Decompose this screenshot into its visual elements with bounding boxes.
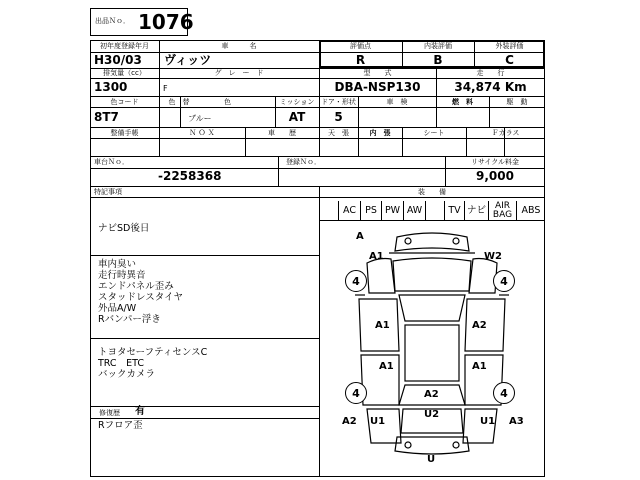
car-name-header: 車 名 <box>221 42 257 50</box>
car-damage-diagram <box>319 221 545 477</box>
note-line: スタッドレスタイヤ <box>98 292 184 303</box>
equipment-airbag: AIR BAG <box>489 201 517 220</box>
equipment-blank-lead <box>319 201 339 220</box>
displacement-value: 1300 <box>94 80 128 94</box>
interior-value: B <box>433 53 443 67</box>
note-line: 走行時異音 <box>98 270 146 281</box>
damage-rear-left-outer: A2 <box>342 416 357 427</box>
damage-front-left: A1 <box>369 251 384 262</box>
chassis-header: 車台Ｎｏ． <box>94 158 129 166</box>
damage-rear-bottom: U <box>427 454 436 465</box>
model-value: DBA-NSP130 <box>334 80 421 94</box>
model-header: 型 式 <box>363 69 392 77</box>
glass-header: Ｆガラス <box>491 129 520 137</box>
notes-header: 特記事項 <box>94 188 122 196</box>
damage-rear-center-lower: U2 <box>424 409 440 420</box>
color-code-header: 色コード <box>110 98 139 106</box>
recycle-value: 9,000 <box>476 169 514 183</box>
equipment-ac: AC <box>339 201 361 220</box>
transmission-value: AT <box>288 110 306 124</box>
tire-front-left: 4 <box>345 270 367 292</box>
note-navi-sd: ナビSD後日 <box>98 223 150 234</box>
repair-history-value: 有 <box>135 406 145 417</box>
doors-value: 5 <box>334 110 343 124</box>
damage-left-front-door: A1 <box>375 320 390 331</box>
upholstery-header: 内 張 <box>369 129 391 137</box>
interior-header: 内装評価 <box>424 42 452 50</box>
equipment-abs: ABS <box>521 205 541 216</box>
damage-rear-center-upper: A2 <box>424 389 439 400</box>
equipment-blank <box>426 201 445 220</box>
color-value: ブルー <box>188 114 212 123</box>
damage-front: A <box>356 231 364 242</box>
score-value: R <box>355 53 366 67</box>
inspection-header: 車 検 <box>386 98 408 106</box>
mileage-header: 走 行 <box>476 69 505 77</box>
note-line: Rバンパー浮き <box>98 314 161 325</box>
seat-header: シート <box>423 129 445 137</box>
damage-left-rear-door: A1 <box>379 361 394 372</box>
repair-history-label: 修復歴 <box>99 409 120 417</box>
reg-date-header: 初年度登録年月 <box>100 42 149 50</box>
damage-rear-left-inner: U1 <box>370 416 386 427</box>
fuel-header: 燃 料 <box>452 98 473 106</box>
note-line: 車内臭い <box>98 259 137 270</box>
note-line: TRC ETC <box>98 358 144 369</box>
score-header: 評価点 <box>350 42 371 50</box>
tire-front-right: 4 <box>493 270 515 292</box>
exterior-header: 外装評価 <box>495 42 524 50</box>
recycle-header: リサイクル料金 <box>470 158 520 166</box>
lot-number-value: 1076 <box>138 10 194 34</box>
note-line: 外品A/W <box>98 303 137 314</box>
displacement-header: 排気量（cc） <box>103 69 146 77</box>
equipment-pw: PW <box>382 201 404 220</box>
color-change-header: 色 替 <box>168 98 190 106</box>
equipment-tv: TV <box>445 201 465 220</box>
equipment-header: 装 備 <box>418 188 446 196</box>
repair-detail: Rフロア歪 <box>98 420 143 431</box>
roof-header: 天 張 <box>328 129 349 137</box>
grade-header: グ レ ー ド <box>214 69 264 77</box>
transmission-header: ミッション <box>279 98 315 106</box>
registration-header: 登録Ｎｏ． <box>286 158 321 166</box>
damage-front-right: W2 <box>484 251 502 262</box>
damage-right-front-door: A2 <box>472 320 487 331</box>
history-header: 車 歴 <box>268 129 296 137</box>
note-line: エンドパネル歪み <box>98 281 174 292</box>
color-header: 色 <box>224 98 231 106</box>
equipment-navi: ナビ <box>465 201 489 220</box>
drive-header: 駆 動 <box>506 98 528 106</box>
mileage-value: 34,874 Km <box>454 80 527 94</box>
equipment-ps: PS <box>361 201 382 220</box>
equipment-aw: AW <box>404 201 426 220</box>
color-code-value: 8T7 <box>94 110 119 124</box>
exterior-value: C <box>505 53 514 67</box>
nox-header: Ｎ Ｏ Ｘ <box>189 129 215 137</box>
damage-rear-right-outer: A3 <box>509 416 524 427</box>
lot-number-label: 出品Ｎｏ． <box>95 17 130 25</box>
doors-header: ドア・形状 <box>321 98 356 106</box>
tire-rear-right: 4 <box>493 382 515 404</box>
note-line: トヨタセーフティセンスC <box>98 347 208 358</box>
damage-rear-right-inner: U1 <box>480 416 496 427</box>
car-name-value: ヴィッツ <box>164 53 212 67</box>
note-line: バックカメラ <box>98 369 156 380</box>
grade-value: F <box>163 84 168 93</box>
tire-rear-left: 4 <box>345 382 367 404</box>
manual-header: 整備手帳 <box>110 129 139 137</box>
damage-right-rear-door: A1 <box>472 361 487 372</box>
chassis-value: -2258368 <box>158 169 222 183</box>
reg-date-value: H30/03 <box>94 53 142 67</box>
